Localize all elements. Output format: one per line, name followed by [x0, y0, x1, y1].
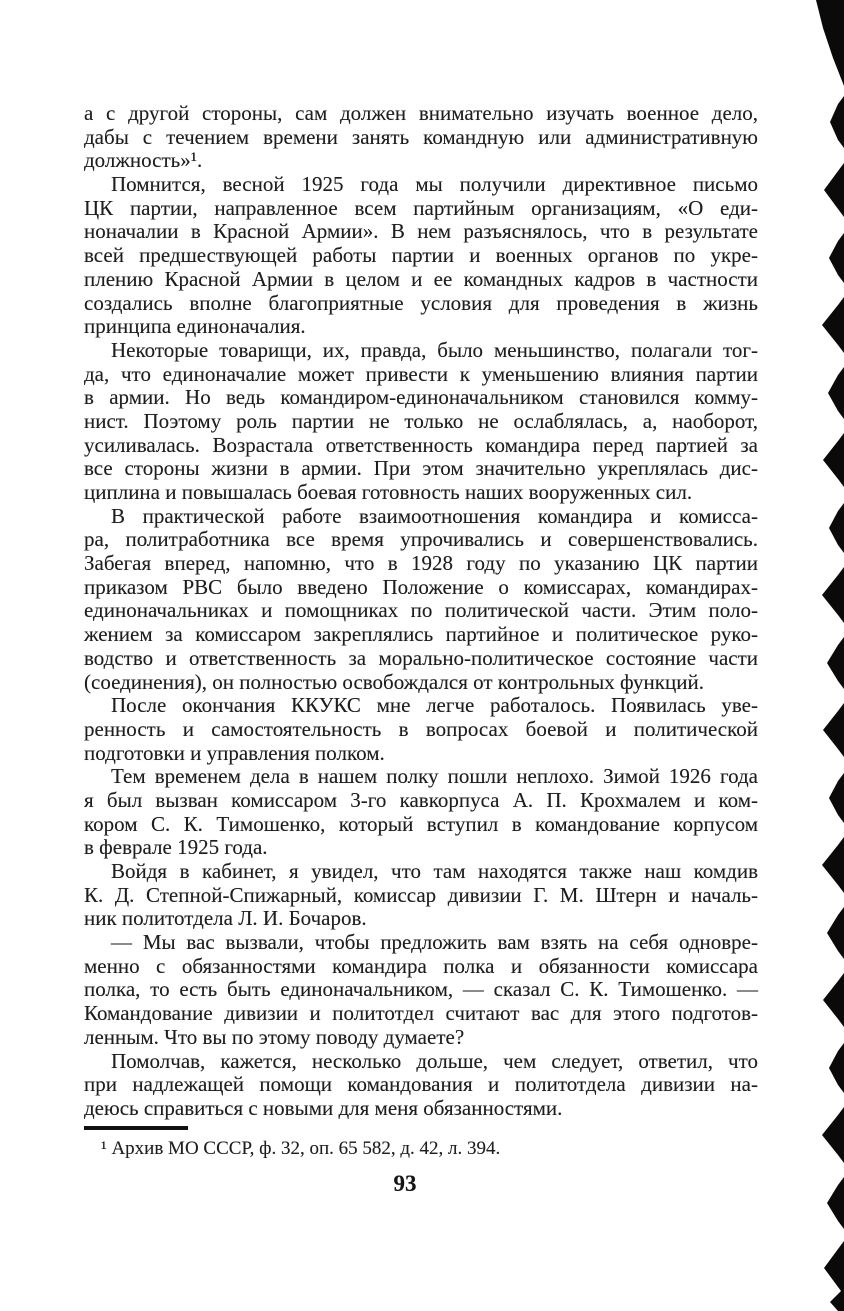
text-line: создались вполне благоприятные условия для проведения в жизнь: [84, 290, 758, 315]
text-line: а с другой стороны, сам должен внимательно изучать военное дело,: [84, 101, 758, 125]
text-line: После окончания ККУКС мне легче работалось. Появилась уве-: [111, 693, 758, 718]
footnote: ¹ Архив МО СССР, ф. 32, оп. 65 582, д. 42, л. 394.: [101, 1138, 501, 1159]
text-line: всей предшествующей работы партии и военных органов по укре-: [84, 243, 758, 268]
text-line: В практической работе взаимоотношения командира и комисса-: [111, 503, 758, 528]
text-line: К. Д. Степной-Спижарный, комиссар дивизии Г. М. Штерн и началь-: [84, 882, 758, 907]
text-line: ренность и самостоятельность в вопросах боевой и политической: [84, 716, 758, 741]
text-line: нист. Поэтому роль партии не только не ослаблялась, а, наоборот,: [84, 408, 758, 433]
text-line: кором С. К. Тимошенко, который вступил в командование корпусом: [84, 811, 758, 836]
text-line: ра, политработника все время упрочивались и совершенствовались.: [84, 527, 758, 552]
text-line: плению Красной Армии в целом и ее командных кадров в частности: [84, 266, 758, 291]
text-line: должность»¹.: [84, 148, 203, 173]
text-line: принципа единоначалия.: [84, 314, 306, 339]
text-line: полка, то есть быть единоначальником, — сказал С. К. Тимошенко. —: [84, 977, 758, 1002]
text-line: при надлежащей помощи командования и политотдела дивизии на-: [84, 1072, 758, 1097]
text-line: Войдя в кабинет, я увидел, что там находятся также наш комдив: [111, 859, 758, 883]
text-line: жением за комиссаром закреплялись партийное и политическое руко-: [84, 622, 758, 647]
text-line: Некоторые товарищи, их, правда, было меньшинство, полагали тог-: [111, 337, 758, 362]
text-line: ЦК партии, направленное всем партийным организациям, «О еди-: [84, 195, 758, 220]
text-line: дабы с течением времени занять командную или административную: [84, 124, 758, 149]
text-line: ленным. Что вы по этому поводу думаете?: [84, 1024, 465, 1049]
page-number: 93: [393, 1171, 417, 1196]
text-line: ник политотдела Л. И. Бочаров.: [84, 906, 367, 931]
text-line: в феврале 1925 года.: [84, 835, 268, 860]
text-line: (соединения), он полностью освобождался от контрольных функций.: [84, 669, 704, 694]
text-line: — Мы вас вызвали, чтобы предложить вам взять на себя одновре-: [111, 930, 758, 955]
footnote-separator: [84, 1126, 188, 1130]
body-text: [84, 102, 758, 1121]
text-line: деюсь справиться с новыми для меня обязанностями.: [84, 1095, 563, 1120]
text-line: ноначалии в Красной Армии». В нем разъяснялось, что в результате: [84, 219, 758, 244]
scan-edge-artifact: [814, 0, 844, 1311]
text-line: да, что единоначалие может привести к уменьшению влияния партии: [84, 361, 758, 386]
text-line: Командование дивизии и политотдел считают вас для этого подготов-: [84, 1001, 758, 1026]
text-line: Помолчав, кажется, несколько дольше, чем следует, ответил, что: [111, 1048, 758, 1073]
text-line: я был вызван комиссаром 3-го кавкорпуса А. П. Крохмалем и ком-: [84, 787, 758, 812]
text-line: циплина и повышалась боевая готовность наших вооруженных сил.: [84, 480, 693, 504]
text-line: усиливалась. Возрастала ответственность командира перед партией за: [84, 432, 758, 457]
text-line: Тем временем дела в нашем полку пошли неплохо. Зимой 1926 года: [111, 764, 758, 789]
text-line: водство и ответственность за морально-политическое состояние части: [84, 645, 758, 670]
text-line: единоначальниках и помощниках по политической части. Этим поло-: [84, 598, 758, 623]
text-line: Помнится, весной 1925 года мы получили директивное письмо: [111, 172, 758, 197]
text-line: приказом РВС было введено Положение о комиссарах, командирах-: [84, 574, 758, 599]
text-line: в армии. Но ведь командиром-единоначальником становился комму-: [84, 385, 758, 410]
text-line: Забегая вперед, напомню, что в 1928 году по указанию ЦК партии: [84, 551, 758, 576]
text-line: подготовки и управления полком.: [84, 740, 385, 765]
text-line: все стороны жизни в армии. При этом значительно укреплялась дис-: [84, 456, 758, 481]
text-line: менно с обязанностями командира полка и обязанности комиссара: [84, 953, 758, 978]
